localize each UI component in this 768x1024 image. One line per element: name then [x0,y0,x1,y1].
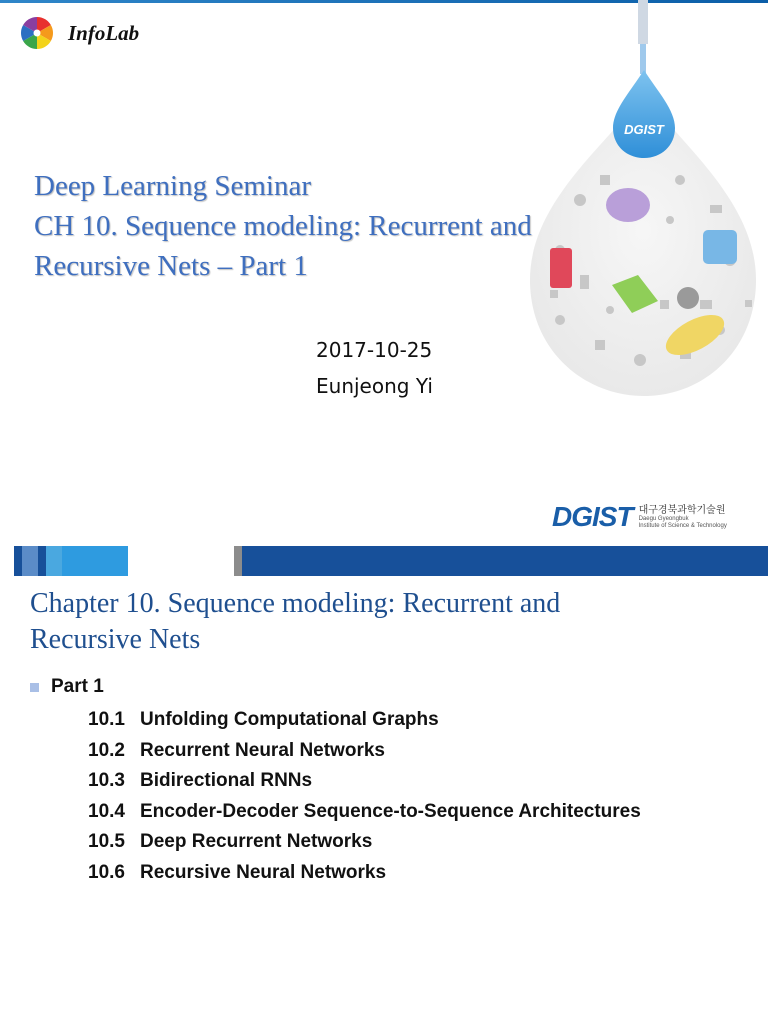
section-title: Bidirectional RNNs [140,770,313,792]
chapter-title-line-1: Chapter 10. Sequence modeling: Recurrent and [30,588,561,619]
section-number: 10.4 [88,800,125,822]
list-item [88,827,641,858]
part-heading [30,676,104,698]
section-title: Recursive Neural Networks [140,861,387,883]
institution-name-english-2: Institute of Science & Technology [638,522,727,529]
chapter-title-line-2: Recursive Nets [30,624,201,655]
presentation-meta [316,332,433,404]
presenter-name: Eunjeong Yi [316,374,433,398]
institution-name-korean: 대구경북과학기술원 [638,504,726,516]
title-line-3: Recursive Nets – Part 1 [34,250,308,282]
section-number: 10.1 [88,709,125,730]
institution-name-english-1: Daegu Gyeongbuk [638,515,689,522]
section-title: Unfolding Computational Graphs [140,709,439,730]
list-item [88,858,641,889]
presentation-date: 2017-10-25 [316,338,433,362]
chapter-title [30,586,730,658]
title-line-1: Deep Learning Seminar [34,170,312,202]
band-stripe [234,546,242,576]
list-item [88,736,641,767]
title-line-2: CH 10. Sequence modeling: Recurrent and [34,210,532,242]
band-stripe [128,546,234,576]
section-title: Encoder-Decoder Sequence-to-Sequence Architectures [140,800,641,822]
section-number: 10.6 [88,861,125,883]
square-bullet-icon [30,683,39,692]
slide-divider-band [0,546,768,576]
section-title: Recurrent Neural Networks [140,739,385,761]
section-title: Deep Recurrent Networks [140,831,373,853]
part-label: Part 1 [51,676,104,697]
list-item [88,766,641,797]
band-stripe [62,546,128,576]
dgist-wordmark: DGIST [552,501,633,532]
section-list [88,705,641,889]
droplet-logo-text: DGIST [624,122,664,137]
infolab-brand [20,16,139,50]
color-wheel-icon [20,16,54,50]
dgist-logo-caption [639,505,727,530]
section-number: 10.3 [88,770,125,792]
contents-slide [0,576,768,1024]
section-number: 10.5 [88,831,125,853]
band-stripe [22,546,38,576]
band-stripe [0,546,14,576]
presentation-title [34,166,614,286]
dgist-logo [552,501,727,533]
brand-name: InfoLab [68,20,140,45]
section-number: 10.2 [88,739,125,761]
list-item [88,797,641,828]
list-item [88,705,641,736]
band-stripe [46,546,62,576]
